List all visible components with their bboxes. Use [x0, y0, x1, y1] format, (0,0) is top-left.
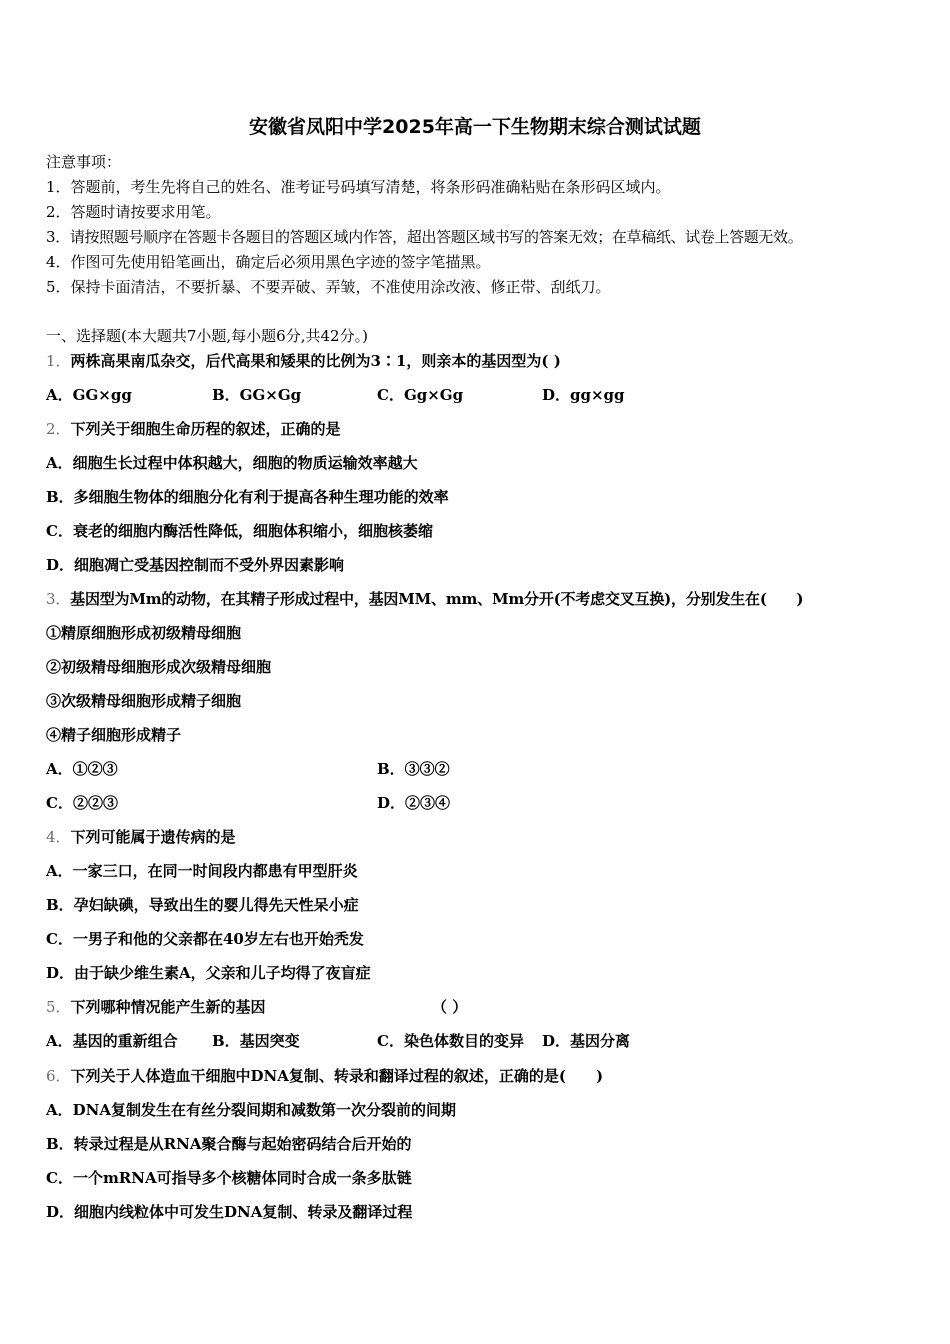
question-2: [46, 419, 341, 439]
question-stem: 基因型为Mm的动物，在其精子形成过程中，基因MM、mm、Mm分开(不考虑交叉互换)，分别发生在( ): [70, 590, 804, 608]
q2-option-c: C．衰老的细胞内酶活性降低，细胞体积缩小，细胞核萎缩: [46, 522, 433, 540]
question-5: [46, 997, 266, 1017]
question-4: [46, 827, 236, 847]
q1-option-b: B．GG×Gg: [212, 386, 302, 404]
question-number: 2．: [46, 420, 71, 438]
q2-option-b: B．多细胞生物体的细胞分化有利于提高各种生理功能的效率: [46, 488, 449, 506]
q1-option-c: C．Gg×Gg: [377, 386, 464, 404]
q6-option-a: A．DNA复制发生在有丝分裂间期和减数第一次分裂前的间期: [46, 1101, 456, 1119]
q5-option-c: C．染色体数目的变异: [377, 1032, 524, 1050]
question-stem: 下列可能属于遗传病的是: [70, 828, 236, 846]
section-heading: 一、选择题(本大题共7小题,每小题6分,共42分。): [46, 327, 368, 345]
question-6: [46, 1066, 603, 1086]
q4-option-b: B．孕妇缺碘，导致出生的婴儿得先天性呆小症: [46, 896, 359, 914]
notice-item-1: 1．答题前，考生先将自己的姓名、准考证号码填写清楚，将条形码准确粘贴在条形码区域内。: [46, 178, 671, 196]
question-number: 5．: [46, 998, 71, 1016]
question-stem: 下列哪种情况能产生新的基因: [70, 998, 266, 1016]
q5-option-b: B．基因突变: [212, 1032, 300, 1050]
notice-item-2: 2．答题时请按要求用笔。: [46, 203, 221, 221]
q6-option-c: C．一个mRNA可指导多个核糖体同时合成一条多肽链: [46, 1169, 412, 1187]
q4-option-a: A．一家三口，在同一时间段内都患有甲型肝炎: [46, 862, 358, 880]
q3-statement-3: ③次级精母细胞形成精子细胞: [46, 692, 242, 710]
q5-option-d: D．基因分离: [542, 1032, 631, 1050]
question-number: 4．: [46, 828, 71, 846]
q2-option-d: D．细胞凋亡受基因控制而不受外界因素影响: [46, 556, 345, 574]
q3-statement-4: ④精子细胞形成精子: [46, 726, 182, 744]
question-number: 1．: [46, 352, 71, 370]
question-number: 6．: [46, 1067, 71, 1085]
q3-option-c: C．②②③: [46, 794, 118, 812]
notice-heading: 注意事项：: [46, 153, 122, 171]
question-stem: 下列关于人体造血干细胞中DNA复制、转录和翻译过程的叙述，正确的是( ): [70, 1067, 604, 1085]
q4-option-d: D．由于缺少维生素A，父亲和儿子均得了夜盲症: [46, 964, 371, 982]
q3-statement-2: ②初级精母细胞形成次级精母细胞: [46, 658, 272, 676]
q3-option-d: D．②③④: [377, 794, 451, 812]
question-1: [46, 351, 561, 371]
q1-option-d: D．gg×gg: [542, 386, 625, 404]
q3-statement-1: ①精原细胞形成初级精母细胞: [46, 624, 242, 642]
q4-option-c: C．一男子和他的父亲都在40岁左右也开始秃发: [46, 930, 364, 948]
question-stem: 两株高果南瓜杂交，后代高果和矮果的比例为3∶1，则亲本的基因型为( ): [70, 352, 561, 370]
q1-option-a: A．GG×gg: [46, 386, 132, 404]
q5-option-a: A．基因的重新组合: [46, 1032, 178, 1050]
notice-item-4: 4．作图可先使用铅笔画出，确定后必须用黑色字迹的签字笔描黑。: [46, 253, 491, 271]
notice-item-5: 5．保持卡面清洁，不要折暴、不要弄破、弄皱，不准使用涂改液、修正带、刮纸刀。: [46, 278, 611, 296]
q3-option-b: B．③③②: [377, 760, 450, 778]
question-stem: 下列关于细胞生命历程的叙述，正确的是: [70, 420, 341, 438]
q3-option-a: A．①②③: [46, 760, 118, 778]
q2-option-a: A．细胞生长过程中体积越大，细胞的物质运输效率越大: [46, 454, 418, 472]
question-3: [46, 589, 803, 609]
q5-answer-paren: （ ）: [432, 998, 468, 1016]
q6-option-b: B．转录过程是从RNA聚合酶与起始密码结合后开始的: [46, 1135, 412, 1153]
question-number: 3．: [46, 590, 71, 608]
q6-option-d: D．细胞内线粒体中可发生DNA复制、转录及翻译过程: [46, 1203, 413, 1221]
page-title: 安徽省凤阳中学2025年高一下生物期末综合测试试题: [249, 116, 701, 138]
notice-item-3: 3．请按照题号顺序在答题卡各题目的答题区域内作答，超出答题区域书写的答案无效；在草稿纸、试卷上答题无效。: [46, 228, 803, 246]
